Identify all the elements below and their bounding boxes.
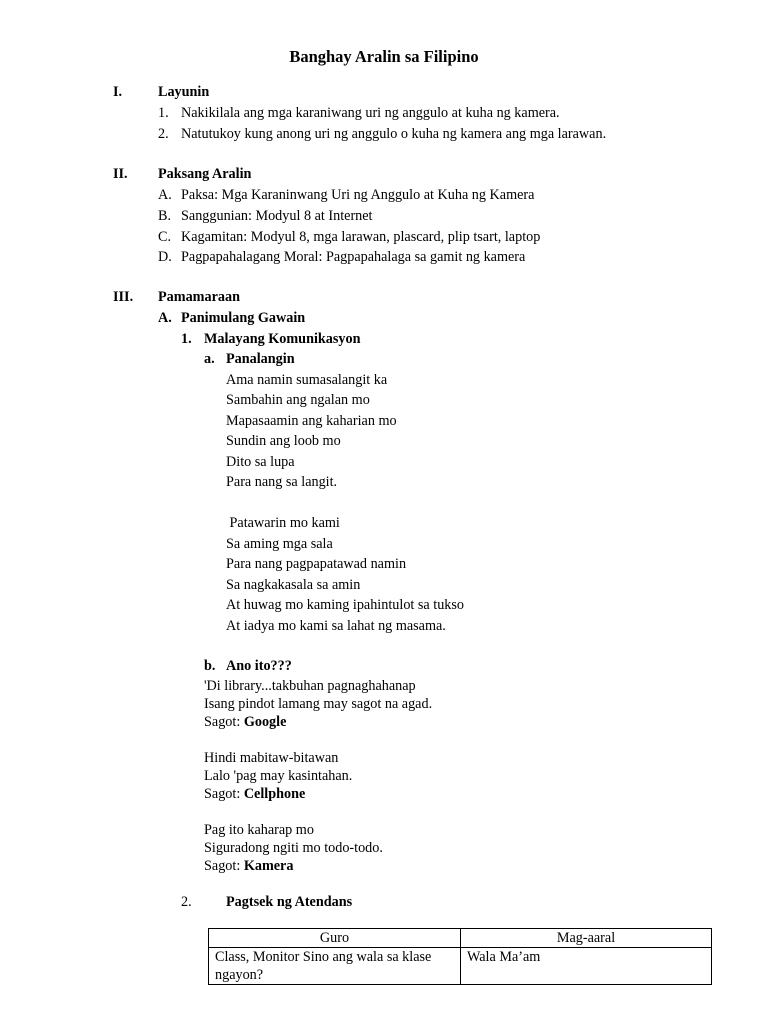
answer-value: Kamera (243, 858, 294, 874)
section-1-numeral: I. (113, 84, 123, 100)
riddle-line: Pag ito kaharap mo (204, 822, 314, 838)
answer-value: Cellphone (243, 786, 306, 802)
prayer-line: At huwag mo kaming ipahintulot sa tukso (226, 597, 465, 613)
topic-item-c-text: Kagamitan: Modyul 8, mga larawan, plascard, plip tsart, laptop (181, 229, 541, 245)
topic-item-b-marker: B. (158, 208, 172, 224)
answer-label: Sagot: (204, 858, 244, 874)
topic-item-a-text: Paksa: Mga Karaninwang Uri ng Anggulo at Kuha ng Kamera (181, 187, 535, 203)
riddle-answer (204, 713, 286, 731)
prayer-line: Dito sa lupa (226, 454, 295, 470)
riddle-line: Isang pindot lamang may sagot na agad. (204, 696, 433, 712)
table-header-teacher: Guro (209, 929, 461, 948)
prayer-line: Ama namin sumasalangit ka (226, 372, 388, 388)
answer-value: Google (243, 714, 287, 730)
prayer-line: Mapasaamin ang kaharian mo (226, 413, 397, 429)
subsection-2-marker: 2. (181, 894, 192, 910)
subsection-2-heading: Pagtsek ng Atendans (226, 894, 353, 910)
topic-item-b-text: Sanggunian: Modyul 8 at Internet (181, 208, 373, 224)
riddle-answer (204, 857, 293, 875)
subsection-a-marker: A. (158, 310, 172, 326)
subsection-b-marker: b. (204, 658, 216, 674)
topic-item-c-marker: C. (158, 229, 172, 245)
answer-label: Sagot: (204, 786, 244, 802)
table-header-row (209, 929, 712, 948)
topic-item-d-marker: D. (158, 249, 172, 265)
subsection-1-heading: Malayang Komunikasyon (204, 331, 361, 347)
prayer-line: Sundin ang loob mo (226, 433, 341, 449)
prayer-line: Sa nagkakasala sa amin (226, 577, 361, 593)
riddle-line: Siguradong ngiti mo todo-todo. (204, 840, 383, 856)
table-cell-teacher: Class, Monitor Sino ang wala sa klase ngayon? (209, 948, 461, 985)
prayer-line: Para nang sa langit. (226, 474, 338, 490)
section-2-heading: Paksang Aralin (158, 166, 252, 182)
section-3-heading: Pamamaraan (158, 289, 240, 305)
subsection-a1-heading: Panalangin (226, 351, 295, 367)
topic-item-a-marker: A. (158, 187, 172, 203)
objective-1-text: Nakikilala ang mga karaniwang uri ng anggulo at kuha ng kamera. (181, 105, 560, 121)
prayer-line: Patawarin mo kami (226, 515, 340, 531)
table-header-student: Mag-aaral (461, 929, 712, 948)
objective-2-marker: 2. (158, 126, 169, 142)
riddle-line: Hindi mabitaw-bitawan (204, 750, 339, 766)
document-title: Banghay Aralin sa Filipino (289, 47, 479, 66)
prayer-line: Para nang pagpapatawad namin (226, 556, 407, 572)
subsection-b-heading: Ano ito??? (226, 658, 292, 674)
subsection-a1-marker: a. (204, 351, 215, 367)
riddle-line: Lalo 'pag may kasintahan. (204, 768, 353, 784)
objective-2-text: Natutukoy kung anong uri ng anggulo o kuha ng kamera ang mga larawan. (181, 126, 607, 142)
riddle-answer (204, 785, 305, 803)
prayer-line: Sambahin ang ngalan mo (226, 392, 370, 408)
section-3-numeral: III. (113, 289, 134, 305)
topic-item-d-text: Pagpapahalagang Moral: Pagpapahalaga sa gamit ng kamera (181, 249, 526, 265)
table-cell-student: Wala Ma’am (461, 948, 712, 985)
objective-1-marker: 1. (158, 105, 169, 121)
riddle-line: 'Di library...takbuhan pagnaghahanap (204, 678, 416, 694)
subsection-a-heading: Panimulang Gawain (181, 310, 306, 326)
subsection-1-marker: 1. (181, 331, 192, 347)
attendance-table (208, 928, 712, 985)
table-row (209, 948, 712, 985)
prayer-line: Sa aming mga sala (226, 536, 333, 552)
answer-label: Sagot: (204, 714, 244, 730)
prayer-line: At iadya mo kami sa lahat ng masama. (226, 618, 446, 634)
section-2-numeral: II. (113, 166, 128, 182)
section-1-heading: Layunin (158, 84, 210, 100)
